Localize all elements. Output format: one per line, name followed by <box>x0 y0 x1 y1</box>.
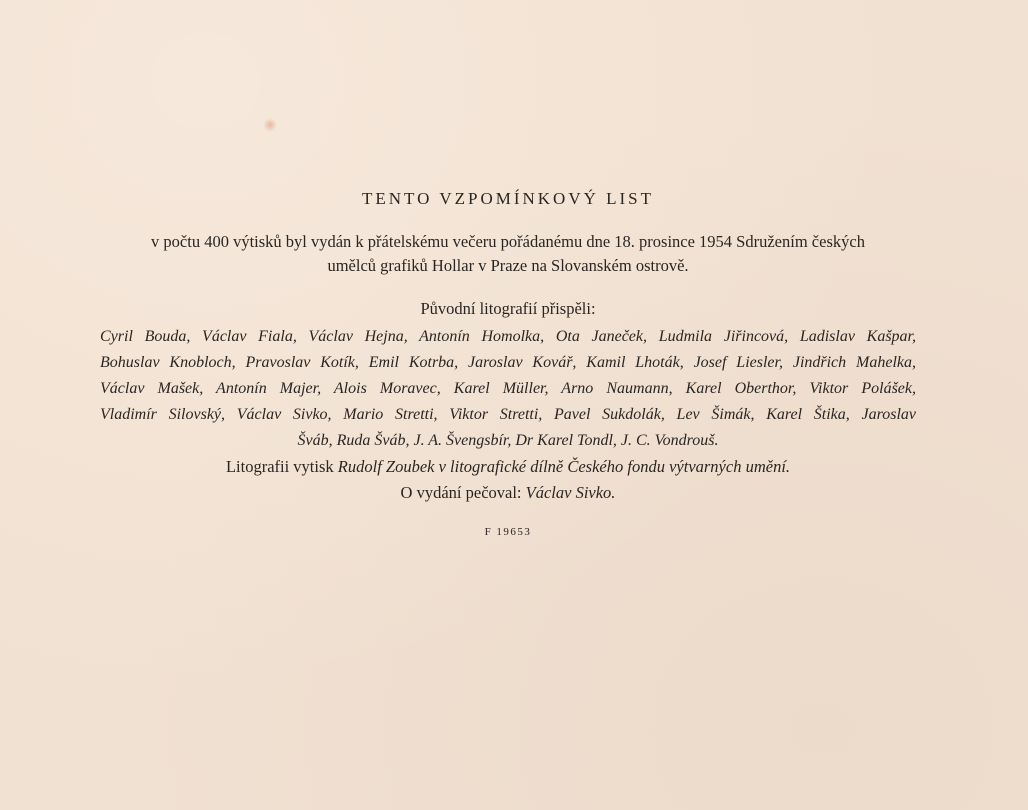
editor-credit <box>100 480 916 506</box>
intro-line: umělců grafiků Hollar v Praze na Slovanském ostrově. <box>327 256 689 275</box>
editor-credit-prefix: O vydání pečoval: <box>400 483 522 502</box>
colophon <box>100 188 916 540</box>
contributors-line: Vladimír Silovský, Václav Sivko, Mario Stretti, Viktor Stretti, Pavel Sukdolák, Lev Šimák, Karel Štika, Jaroslav <box>100 406 916 423</box>
colophon-heading: TENTO VZPOMÍNKOVÝ LIST <box>361 189 655 208</box>
paper-stain <box>264 117 276 133</box>
printer-credit-prefix: Litografii vytisk <box>225 457 334 476</box>
printer-credit <box>100 454 916 480</box>
print-code: F 19653 <box>484 526 532 538</box>
contributors-line: Cyril Bouda, Václav Fiala, Václav Hejna, Antonín Homolka, Ota Janeček, Ludmila Jiřincová, Ladislav Kašpar, <box>100 328 916 345</box>
contributors-line: Václav Mašek, Antonín Majer, Alois Moravec, Karel Müller, Arno Naumann, Karel Oberthor, Viktor Polášek, <box>100 380 916 397</box>
editor-credit-name: Václav Sivko. <box>525 483 616 502</box>
contributors-title: Původní litografií přispěli: <box>420 299 596 318</box>
contributors-list <box>100 324 916 454</box>
intro-paragraph <box>100 230 916 278</box>
contributors-line: Šváb, Ruda Šváb, J. A. Švengsbír, Dr Karel Tondl, J. C. Vondrouš. <box>297 432 719 449</box>
intro-line: v počtu 400 výtisků byl vydán k přátelskému večeru pořádanému dne 18. prosince 1954 Sdružením českých <box>151 232 865 251</box>
printer-credit-name: Rudolf Zoubek v litografické dílně Českého fondu výtvarných umění. <box>337 457 791 476</box>
contributors-line: Bohuslav Knobloch, Pravoslav Kotík, Emil Kotrba, Jaroslav Kovář, Kamil Lhoták, Josef Liesler, Jindřich Mahelka, <box>100 354 916 371</box>
